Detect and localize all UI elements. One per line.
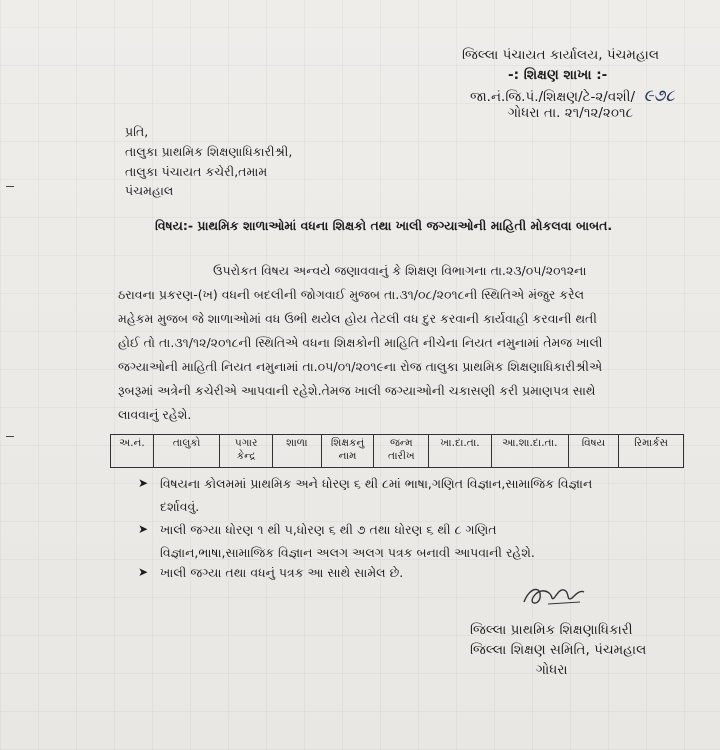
table-header-row	[111, 435, 684, 468]
column-header: વિષય	[568, 435, 619, 468]
column-header: પગાર કેન્દ્ર	[220, 435, 273, 468]
signatory-title: જિલ્લા પ્રાથમિક શિક્ષણાધિકારી	[470, 622, 633, 638]
body-line-4: હોઈ તો તા.૩૧/૧૨/૨૦૧૮ની સ્થિતિએ વધના શિક્ષકોની માહિતિ નીચેના નિયત નમુનામાં તેમજ ખાલી	[118, 335, 603, 350]
office-name: જિલ્લા પંચાયત કાર્યાલય, પંચમહાલ	[462, 47, 660, 63]
body-line-3: મહેકમ મુજબ જે શાળાઓમાં વધ ઉભી થયેલ હોય તેટલી વધ દુર કરવાની કાર્યવાહી કરવાની થતી	[118, 311, 597, 326]
column-header: રિમાર્કસ	[619, 435, 684, 468]
addressee-line-1: તાલુકા પ્રાથમિક શિક્ષણાધિકારીશ્રી,	[125, 144, 293, 159]
body-line-6: રૂબરૂમાં અત્રેની કચેરીએ આપવાની રહેશે.તેમજ ખાલી જગ્યાઓની ચકાસણી કરી પ્રમાણપત્ર સાથે	[118, 383, 596, 398]
body-line-7: લાવવાનું રહેશે.	[118, 407, 192, 422]
body-line-1: ઉપરોકત વિષય અન્વયે જણાવવાનું કે શિક્ષણ વિભાગના તા.૨૩/૦૫/૨૦૧૨ના	[213, 263, 587, 278]
column-header: શાળા	[272, 435, 321, 468]
reference-number	[470, 86, 675, 106]
column-header: ખા.દા.તા.	[429, 435, 492, 468]
body-line-5: જગ્યાઓની માહિતી નિયત નમુનામાં તા.૦૫/૦૧/૨૦૧૯ના રોજ તાલુકા પ્રાથમિક શિક્ષણાધિકારીશ્રીએ	[118, 359, 603, 374]
addressee-line-3: પંચમહાલ	[125, 183, 174, 198]
note-2-line-1: ખાલી જગ્યા ધોરણ ૧ થી ૫,ધોરણ ૬ થી ૭ તથા ધોરણ ૬ થી ૮ ગણિત	[160, 522, 497, 537]
column-header: તાલુકો	[153, 435, 220, 468]
note-3-line-1: ખાલી જગ્યા તથા વધનું પત્રક આ સાથે સામેલ છે.	[160, 565, 404, 580]
note-1-line-1: વિષયના કોલમમાં પ્રાથમિક અને ધોરણ ૬ થી ૮માં ભાષા,ગણિત વિજ્ઞાન,સામાજિક વિજ્ઞાન	[160, 476, 593, 491]
signatory-office: જિલ્લા શિક્ષણ સમિતિ, પંચમહાલ	[470, 642, 647, 658]
reference-number-printed: જા.નં.જિ.પં./શિક્ષણ/ટે-૨/વશી/	[470, 89, 636, 105]
note-2-line-2: વિજ્ઞાન,ભાષા,સામાજિક વિજ્ઞાન અલગ અલગ પત્રક બનાવી આપવાની રહેશે.	[160, 545, 535, 560]
signatory-place: ગોધરા	[536, 662, 568, 678]
signature-scribble-icon	[520, 580, 590, 610]
column-header: શિક્ષકનું નામ	[321, 435, 374, 468]
body-line-2: ઠરાવના પ્રકરણ-(ખ) વધની બદલીની જોગવાઈ મુજબ તા.૩૧/૦૮/૨૦૧૮ની સ્થિતિએ મંજુર કરેલ	[118, 287, 585, 302]
vacancy-table	[110, 434, 684, 468]
column-header: અ.નં.	[111, 435, 154, 468]
reference-number-handwritten: ૯૭૮	[643, 86, 675, 106]
arrow-bullet-icon: ➤	[138, 522, 149, 536]
arrow-bullet-icon: ➤	[138, 476, 149, 490]
arrow-bullet-icon: ➤	[138, 565, 149, 579]
note-1-line-2: દર્શાવવું.	[160, 499, 200, 514]
branch-name: -: શિક્ષણ શાખા :-	[508, 67, 608, 83]
margin-tick	[6, 436, 14, 437]
addressee-line-2: તાલુકા પંચાયત કચેરી,તમામ	[125, 164, 268, 179]
subject-line: વિષય:- પ્રાથમિક શાળાઓમાં વધના શિક્ષકો તથા ખાલી જગ્યાઓની માહિતી મોકલવા બાબત.	[155, 218, 613, 233]
addressee-prati: પ્રતિ,	[125, 124, 149, 139]
margin-tick	[6, 186, 14, 187]
column-header: જન્મ તારીખ	[374, 435, 429, 468]
column-header: આ.શા.દા.તા.	[491, 435, 568, 468]
letter-date: ગોધરા તા. ૨૧/૧૨/૨૦૧૮	[508, 105, 634, 121]
